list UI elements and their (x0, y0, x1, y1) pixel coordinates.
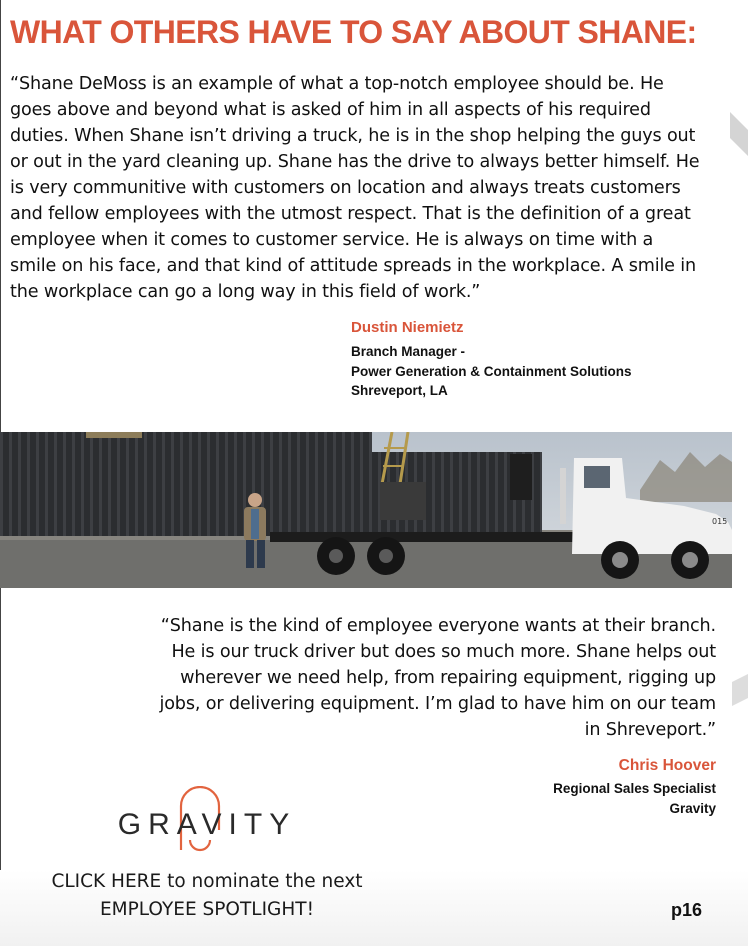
author-company: Gravity (669, 800, 716, 816)
employee-photo (0, 432, 732, 588)
testimonial-quote: “Shane DeMoss is an example of what a top-notch employee should be. He goes above and beyond what is asked of him in all aspects of his required duties. When Shane isn’t driving a truck, he is in the shop helping the guys out or out in the yard cleaning up. Shane has the drive to always better himself. He is very communitive with customers on location and always treats customers and fellow employees with the utmost respect. That is the definition of a great employee when it comes to customer service. He is always on time with a smile on his face, and that kind of attitude spreads in the workplace. A smile in the workplace can go a long way in this field of work.” (10, 74, 700, 302)
cta-line-1[interactable]: CLICK HERE to nominate the next (51, 871, 363, 892)
gravity-logo (85, 786, 330, 860)
page-number: p16 (671, 900, 703, 920)
testimonial-quote: “Shane is the kind of employee everyone wants at their branch. He is our truck driver but does so much more. Shane helps out wherever we need help, from repairing equipment, rigging up jobs, or delivering equipment. I’m glad to have him on our team in Shreveport.” (159, 616, 716, 740)
truck-number-label: 015 (712, 517, 728, 526)
author-location: Shreveport, LA (351, 383, 448, 398)
author-department: Power Generation & Containment Solutions (351, 363, 632, 379)
logo-wordmark: GRAVITY (117, 808, 297, 841)
decorative-chevron-icon (726, 660, 748, 730)
photo-illustration (0, 432, 732, 588)
gravity-logo-icon (85, 786, 330, 860)
author-name: Dustin Niemietz (351, 319, 464, 336)
author-title: Branch Manager - (351, 344, 466, 359)
decorative-chevron-icon (726, 112, 748, 182)
author-title: Regional Sales Specialist (553, 781, 716, 796)
testimonial-attribution (351, 318, 632, 401)
page-heading: WHAT OTHERS HAVE TO SAY ABOUT SHANE: (10, 14, 697, 50)
cta-line-2[interactable]: EMPLOYEE SPOTLIGHT! (99, 899, 315, 920)
author-name: Chris Hoover (618, 757, 716, 774)
nominate-link[interactable] (36, 868, 378, 924)
testimonial-attribution (553, 756, 716, 818)
